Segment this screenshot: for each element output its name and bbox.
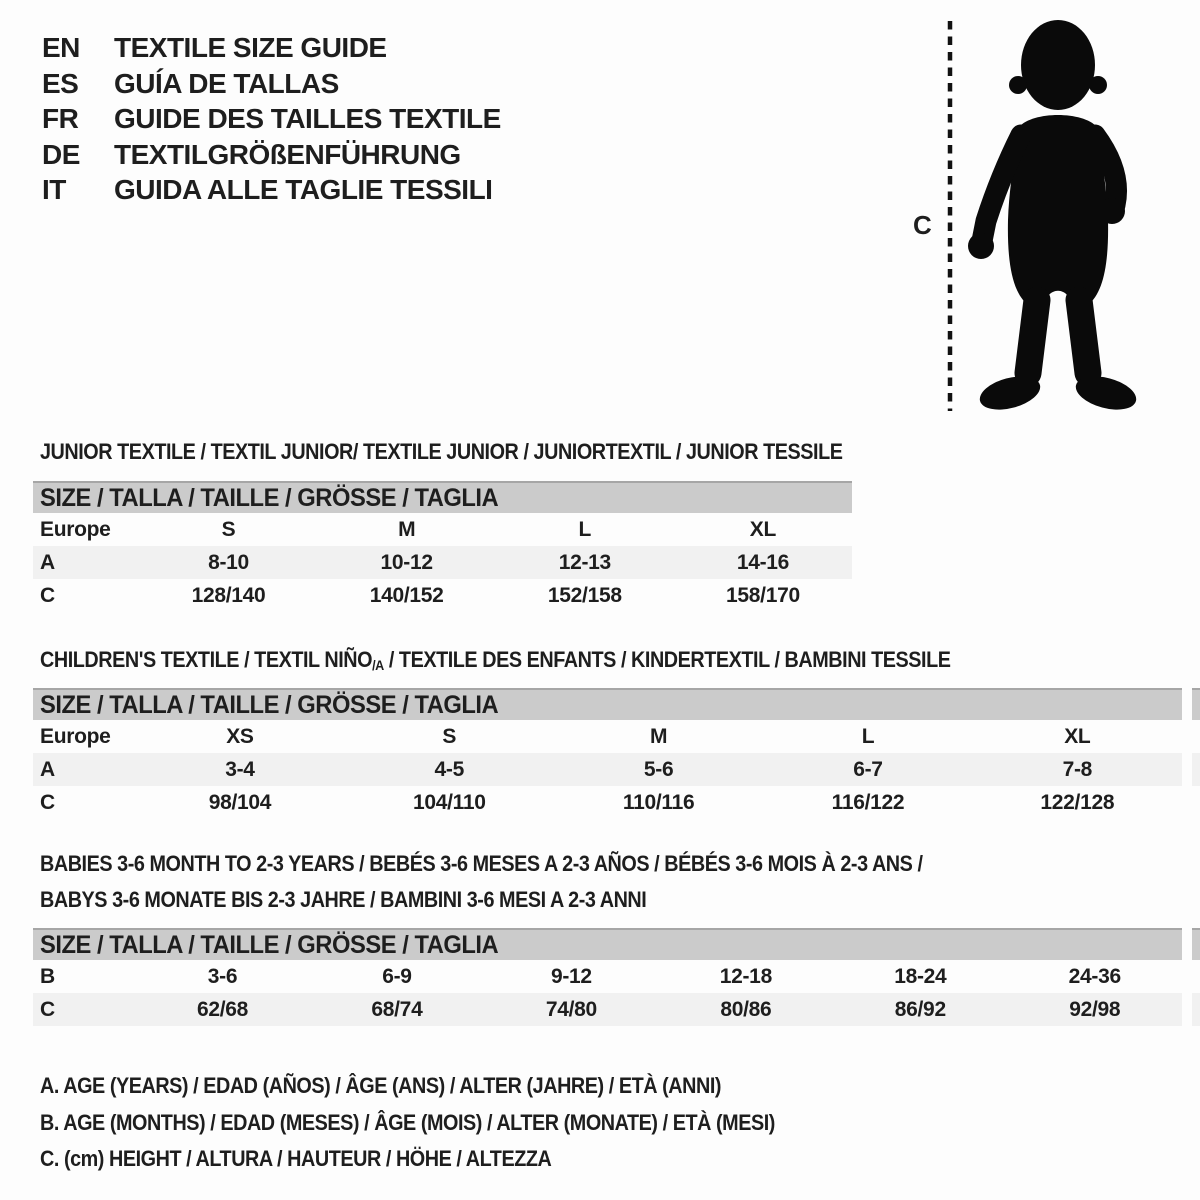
table-row [33, 513, 852, 546]
size-header-label: SIZE / TALLA / TAILLE / GRÖSSE / TAGLIA [40, 930, 499, 959]
table-cell: 128/140 [191, 583, 266, 607]
table-edge-sliver [1192, 928, 1200, 960]
list-item [42, 66, 501, 102]
language-title: TEXTILGRÖßENFÜHRUNG [114, 138, 461, 170]
table-cell: 10-12 [380, 550, 433, 574]
table-cell: 6-9 [382, 964, 412, 988]
table-cell: 74/80 [545, 997, 597, 1021]
row-label: Europe [40, 517, 111, 541]
table-cell: 92/98 [1069, 997, 1121, 1021]
measurement-legend [40, 1068, 775, 1178]
table-cell: 62/68 [196, 997, 248, 1021]
table-cell: 3-4 [225, 757, 255, 781]
size-header-bar [33, 928, 1182, 960]
size-header-bar [33, 688, 1182, 720]
table-cell: 116/122 [831, 790, 905, 814]
table-cell: 140/152 [369, 583, 444, 607]
table-cell: 9-12 [550, 964, 592, 988]
children-section-title [40, 648, 951, 677]
table-cell: L [578, 517, 592, 541]
babies-title-line1: BABIES 3-6 MONTH TO 2-3 YEARS / BEBÉS 3-6 MESES A 2-3 AÑOS / BÉBÉS 3-6 MOIS À 2-3 ANS / [40, 851, 923, 876]
language-code: IT [42, 174, 66, 205]
height-marker-label: C [913, 210, 932, 240]
table-row [33, 720, 1182, 753]
table-cell: 80/86 [720, 997, 772, 1021]
language-title-list [42, 30, 501, 208]
table-cell: XS [226, 724, 254, 748]
language-code: FR [42, 103, 79, 134]
table-cell: 8-10 [208, 550, 249, 574]
table-cell: 152/158 [547, 583, 622, 607]
table-row [33, 993, 1182, 1026]
language-code: EN [42, 32, 80, 63]
children-size-table [33, 688, 1182, 819]
table-cell: 14-16 [736, 550, 790, 574]
language-code: DE [42, 138, 80, 170]
list-item [42, 137, 501, 173]
table-edge-sliver [1192, 993, 1200, 1026]
row-label: Europe [40, 724, 111, 748]
table-cell: XL [1064, 724, 1091, 748]
language-title: GUÍA DE TALLAS [114, 67, 339, 99]
row-label: C [40, 583, 55, 607]
babies-section-title [40, 846, 923, 918]
table-cell: XL [749, 517, 777, 541]
language-title: TEXTILE SIZE GUIDE [114, 32, 387, 63]
table-cell: 86/92 [894, 997, 946, 1021]
babies-size-table [33, 928, 1182, 1026]
table-edge-sliver [1192, 753, 1200, 786]
size-header-label: SIZE / TALLA / TAILLE / GRÖSSE / TAGLIA [40, 690, 499, 719]
row-label: A [40, 550, 55, 574]
language-code: ES [42, 67, 79, 99]
table-cell: 3-6 [207, 964, 238, 988]
table-cell: 158/170 [726, 583, 800, 607]
title-text: / TEXTILE DES ENFANTS / KINDERTEXTIL / BAMBINI TESSILE [383, 647, 951, 672]
row-label: C [40, 790, 55, 814]
table-row [33, 960, 1182, 993]
table-cell: 110/116 [622, 790, 695, 814]
legend-line-a: A. AGE (YEARS) / EDAD (AÑOS) / ÂGE (ANS) / ALTER (JAHRE) / ETÀ (ANNI) [40, 1073, 722, 1098]
list-item [42, 172, 501, 208]
row-label: B [40, 964, 55, 988]
table-row [33, 786, 1182, 819]
title-text: CHILDREN'S TEXTILE / TEXTIL NIÑO [40, 647, 373, 672]
table-cell: 104/110 [412, 790, 486, 814]
table-cell: 6-7 [853, 757, 883, 781]
table-cell: 12-18 [719, 964, 772, 988]
legend-line-c: C. (cm) HEIGHT / ALTURA / HAUTEUR / HÖHE / ALTEZZA [40, 1146, 552, 1171]
table-cell: 4-5 [434, 757, 464, 781]
table-cell: S [221, 517, 236, 541]
toddler-silhouette-icon [930, 14, 1160, 418]
table-row [33, 753, 1182, 786]
table-row [33, 546, 852, 579]
language-title: GUIDE DES TAILLES TEXTILE [114, 103, 501, 134]
babies-title-line2: BABYS 3-6 MONATE BIS 2-3 JAHRE / BAMBINI 3-6 MESI A 2-3 ANNI [40, 887, 647, 912]
table-cell: 68/74 [371, 997, 423, 1021]
table-cell: 18-24 [894, 964, 947, 988]
legend-line-b: B. AGE (MONTHS) / EDAD (MESES) / ÂGE (MOIS) / ALTER (MONATE) / ETÀ (MESI) [40, 1109, 775, 1135]
table-cell: 5-6 [643, 757, 674, 781]
language-title: GUIDA ALLE TAGLIE TESSILI [114, 174, 493, 205]
row-label: C [40, 997, 55, 1021]
title-subscript: /A [372, 657, 384, 673]
table-cell: M [398, 517, 416, 541]
table-edge-sliver [1192, 688, 1200, 720]
table-cell: M [650, 724, 668, 748]
table-cell: 24-36 [1068, 964, 1121, 988]
junior-size-table [33, 481, 852, 612]
table-cell: S [442, 724, 457, 748]
table-row [33, 579, 852, 612]
table-cell: 12-13 [558, 550, 611, 574]
size-header-bar [33, 481, 852, 513]
size-header-label: SIZE / TALLA / TAILLE / GRÖSSE / TAGLIA [40, 483, 499, 512]
row-label: A [40, 757, 55, 781]
table-cell: 98/104 [208, 790, 272, 814]
junior-section-title: JUNIOR TEXTILE / TEXTIL JUNIOR/ TEXTILE JUNIOR / JUNIORTEXTIL / JUNIOR TESSILE [40, 439, 843, 464]
table-cell: 7-8 [1062, 757, 1093, 781]
table-cell: 122/128 [1040, 790, 1115, 814]
table-cell: L [861, 724, 875, 748]
list-item [42, 30, 501, 66]
list-item [42, 101, 501, 137]
